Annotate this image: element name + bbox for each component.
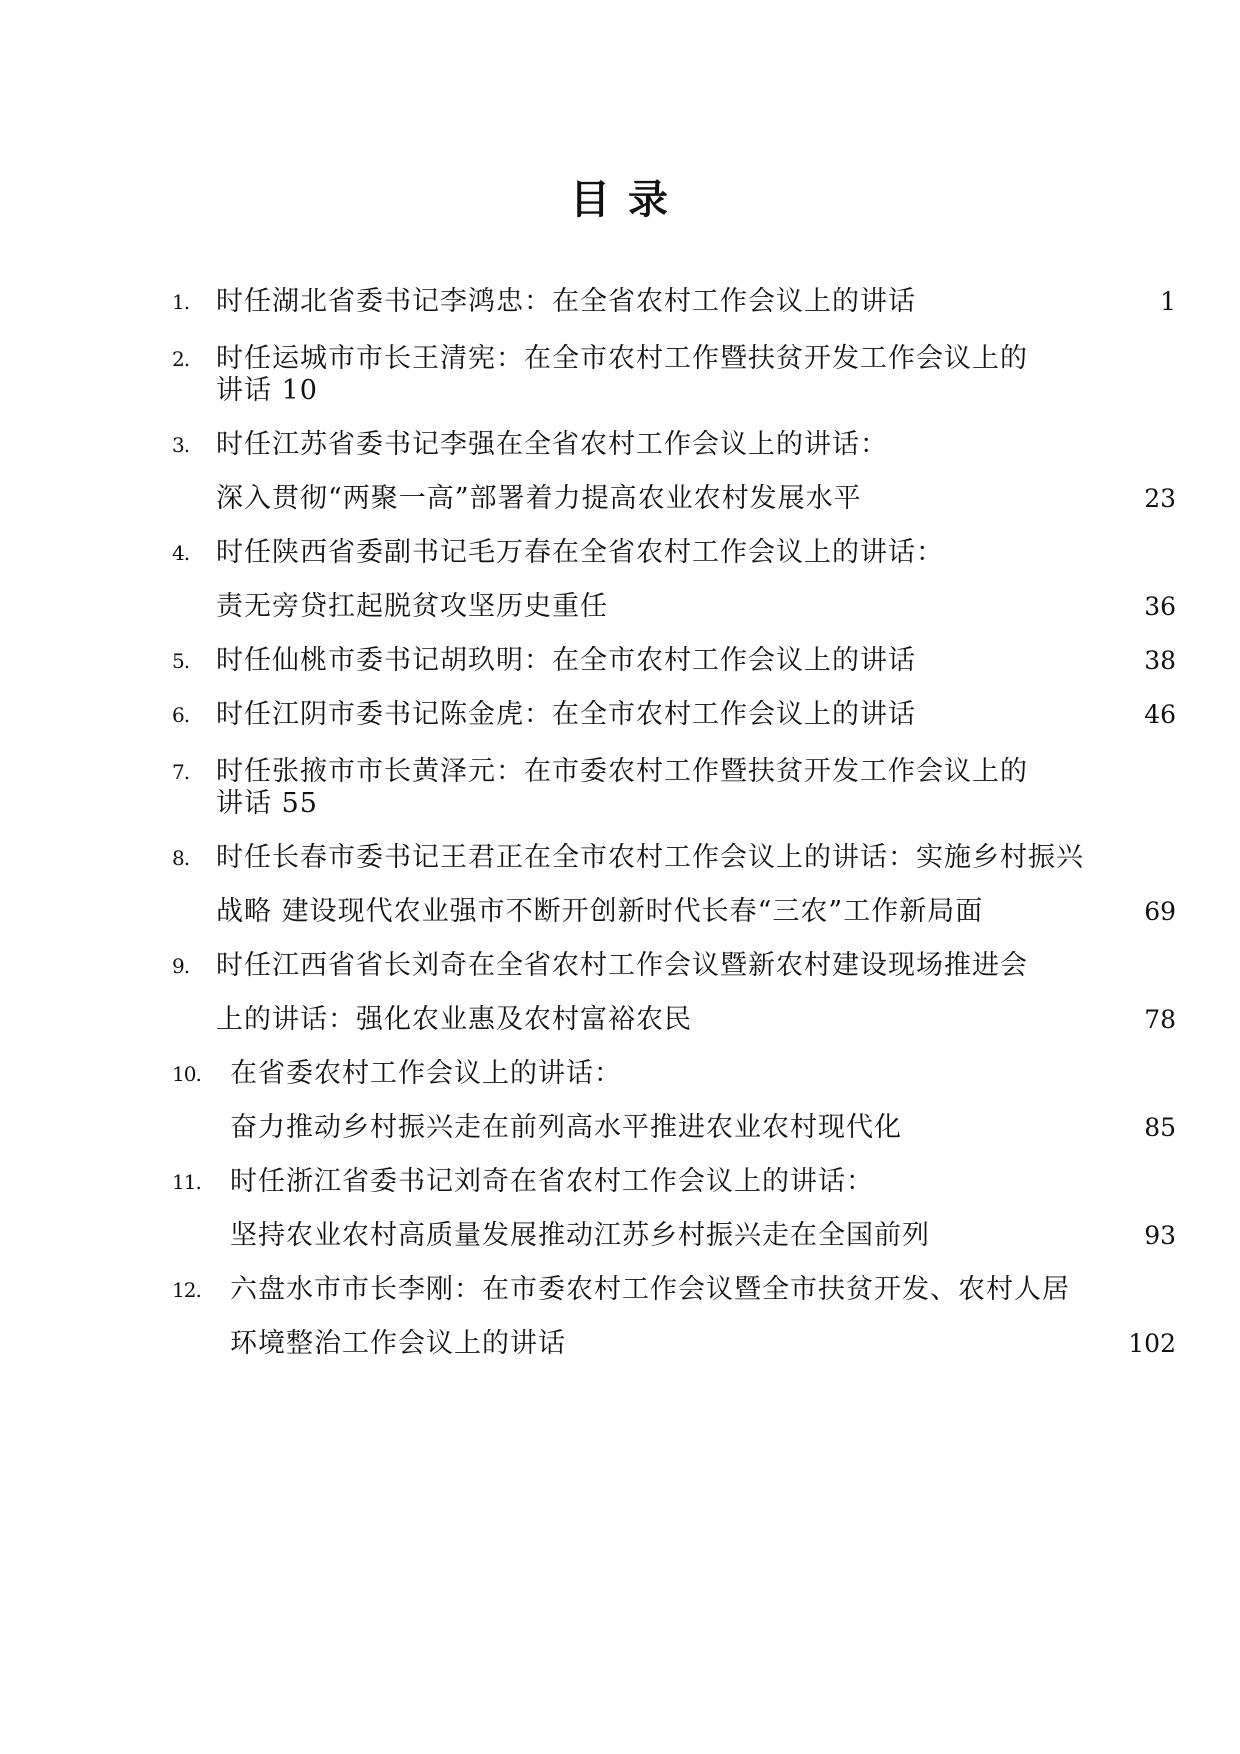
toc-entry-page: 36 [1144,592,1176,621]
toc-entry-page: 102 [1128,1329,1176,1358]
toc-entry-page: 1 [1160,287,1176,316]
toc-entry-number: 9. [172,954,190,978]
toc-entry-subtitle: 坚持农业农村高质量发展推动江苏乡村振兴走在全国前列 [230,1220,930,1251]
toc-entry-title: 在省委农村工作会议上的讲话： [230,1058,622,1089]
toc-entry-title-continued: 讲话 10 [216,375,318,406]
toc-entry-number: 3. [172,433,190,457]
toc-entry-title: 时任运城市市长王清宪：在全市农村工作暨扶贫开发工作会议上的 [216,343,1028,374]
toc-entry-subtitle: 战略 建设现代农业强市不断开创新时代长春“三农”工作新局面 [216,896,984,927]
toc-entry-page: 69 [1144,897,1176,926]
page-title: 目 录 [570,177,670,223]
toc-entry-number: 8. [172,846,190,870]
toc-entry-title: 时任长春市委书记王君正在全市农村工作会议上的讲话：实施乡村振兴 [216,842,1084,873]
toc-entry-title: 时任江阴市委书记陈金虎：在全市农村工作会议上的讲话 [216,699,916,730]
toc-entry-number: 5. [172,649,190,673]
toc-entry-page: 93 [1144,1221,1176,1250]
toc-entry-number: 1. [172,290,190,314]
toc-entry-subtitle: 深入贯彻“两聚一高”部署着力提高农业农村发展水平 [216,483,862,514]
toc-entry-title: 六盘水市市长李刚：在市委农村工作会议暨全市扶贫开发、农村人居 [230,1274,1070,1305]
toc-entry-title: 时任仙桃市委书记胡玖明：在全市农村工作会议上的讲话 [216,645,916,676]
toc-entry-title: 时任张掖市市长黄泽元：在市委农村工作暨扶贫开发工作会议上的 [216,756,1028,787]
toc-entry-page: 23 [1144,484,1176,513]
toc-entry-title: 时任浙江省委书记刘奇在省农村工作会议上的讲话： [230,1166,874,1197]
toc-entry-number: 2. [172,347,190,371]
toc-entry-number: 7. [172,760,190,784]
toc-entry-title: 时任江西省省长刘奇在全省农村工作会议暨新农村建设现场推进会 [216,950,1028,981]
toc-entry-number: 6. [172,703,190,727]
toc-entry-number: 12. [172,1278,201,1302]
toc-entry-title-continued: 讲话 55 [216,788,318,819]
toc-entry-page: 38 [1144,646,1176,675]
toc-entry-subtitle: 环境整治工作会议上的讲话 [230,1328,566,1359]
toc-entry-title: 时任陕西省委副书记毛万春在全省农村工作会议上的讲话： [216,537,944,568]
toc-entry-page: 46 [1144,700,1176,729]
toc-entry-number: 4. [172,541,190,565]
toc-entry-number: 10. [172,1062,201,1086]
toc-entry-number: 11. [172,1170,201,1194]
toc-entry-page: 78 [1144,1005,1176,1034]
toc-entry-subtitle: 责无旁贷扛起脱贫攻坚历史重任 [216,591,608,622]
toc-entry-page: 85 [1144,1113,1176,1142]
toc-entry-subtitle: 上的讲话：强化农业惠及农村富裕农民 [216,1004,692,1035]
toc-entry-subtitle: 奋力推动乡村振兴走在前列高水平推进农业农村现代化 [230,1112,902,1143]
toc-entry-title: 时任江苏省委书记李强在全省农村工作会议上的讲话： [216,429,888,460]
toc-entry-title: 时任湖北省委书记李鸿忠：在全省农村工作会议上的讲话 [216,286,916,317]
